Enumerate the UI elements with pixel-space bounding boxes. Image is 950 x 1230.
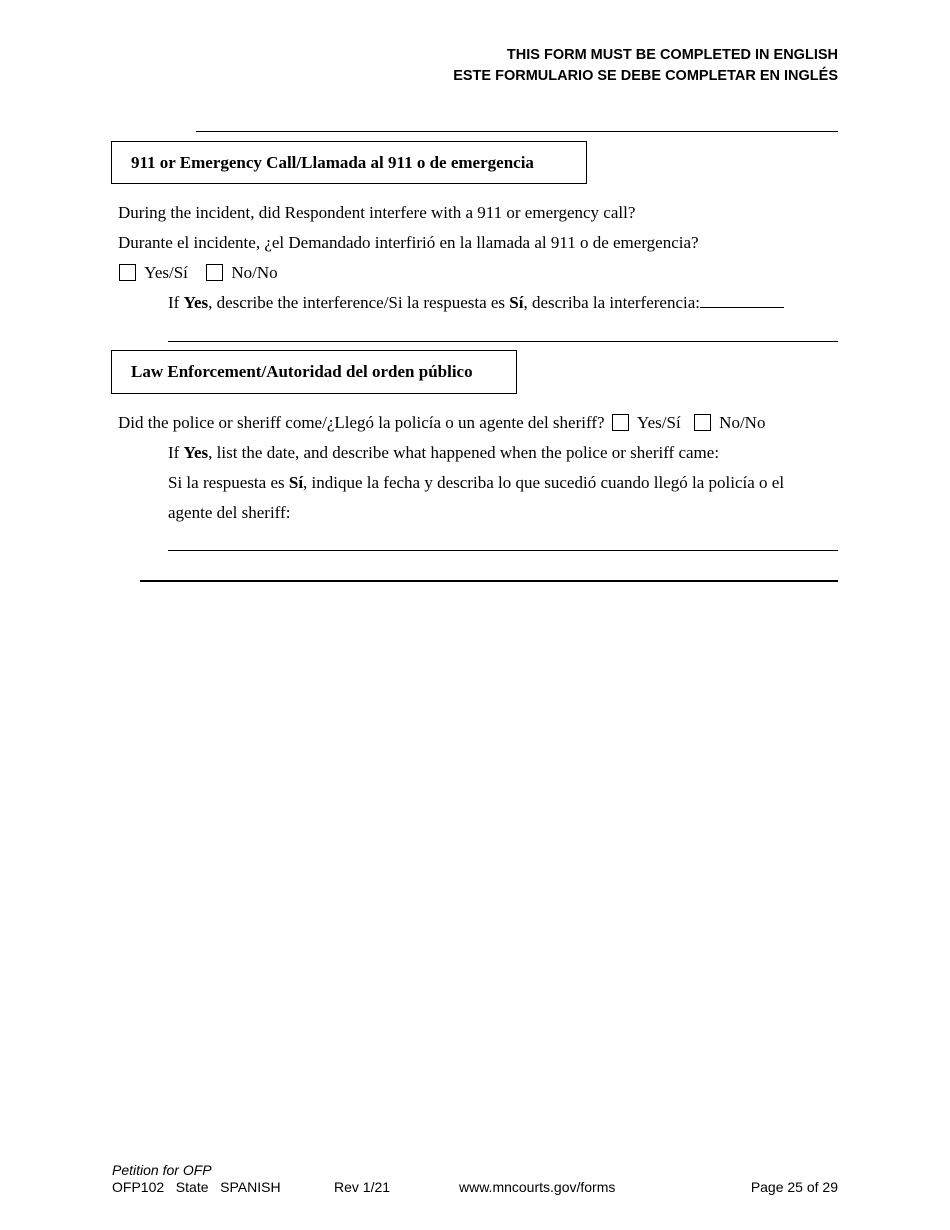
question-911-english: During the incident, did Respondent interfere with a 911 or emergency call? xyxy=(118,203,636,222)
followup-text: , describe the interference/Si la respuesta es xyxy=(208,293,510,312)
question-911-spanish: Durante el incidente, ¿el Demandado interfirió en la llamada al 911 o de emergencia? xyxy=(118,233,699,252)
followup-911 xyxy=(168,293,784,313)
yes-label-911: Yes/Sí xyxy=(144,263,188,282)
answer-911-options xyxy=(119,263,278,283)
followup-text: , describa la interferencia: xyxy=(523,293,700,312)
section-title-law-enforcement xyxy=(111,350,517,394)
form-header xyxy=(453,45,838,87)
followup-text: , list the date, and describe what happened when the police or sheriff came: xyxy=(208,443,720,462)
followup-text: If xyxy=(168,443,184,462)
footer-form-title: Petition for OFP xyxy=(112,1162,212,1178)
footer-page-number: Page 25 of 29 xyxy=(750,1179,838,1195)
followup-police-spanish-cont: agente del sheriff: xyxy=(168,503,291,522)
yes-checkbox-911[interactable] xyxy=(119,264,136,281)
followup-si-bold: Sí xyxy=(509,293,524,312)
header-english-notice: THIS FORM MUST BE COMPLETED IN ENGLISH xyxy=(506,47,838,63)
followup-text: If xyxy=(168,293,184,312)
yes-label-police: Yes/Sí xyxy=(637,413,681,432)
no-checkbox-police[interactable] xyxy=(694,414,711,431)
followup-yes-bold: Yes xyxy=(183,443,209,462)
section-911-heading: 911 or Emergency Call/Llamada al 911 o de emergencia xyxy=(131,152,534,172)
followup-police-spanish xyxy=(168,473,784,493)
no-checkbox-911[interactable] xyxy=(206,264,223,281)
section-title-911 xyxy=(111,141,587,184)
header-spanish-notice: ESTE FORMULARIO SE DEBE COMPLETAR EN INGLÉS xyxy=(453,68,838,84)
no-label-police: No/No xyxy=(719,413,766,432)
section-end-rule xyxy=(140,580,838,582)
answer-line-911[interactable] xyxy=(168,341,838,342)
followup-text: Si la respuesta es xyxy=(168,473,289,492)
followup-police-english xyxy=(168,443,719,463)
divider xyxy=(196,131,838,132)
section-law-heading: Law Enforcement/Autoridad del orden público xyxy=(131,362,473,381)
followup-text: , indique la fecha y describa lo que sucedió cuando llegó la policía o el xyxy=(303,473,785,492)
followup-si-bold: Sí xyxy=(288,473,304,492)
footer-revision: Rev 1/21 xyxy=(334,1179,391,1195)
question-police-text: Did the police or sheriff come/¿Llegó la policía o un agente del sheriff? xyxy=(118,413,605,432)
answer-line-police[interactable] xyxy=(168,550,838,551)
no-label-911: No/No xyxy=(231,263,278,282)
interference-answer-field[interactable] xyxy=(700,293,784,308)
yes-checkbox-police[interactable] xyxy=(612,414,629,431)
footer-website: www.mncourts.gov/forms xyxy=(459,1179,616,1195)
question-police xyxy=(118,413,765,433)
footer-form-code: OFP102 State SPANISH xyxy=(112,1179,281,1195)
followup-yes-bold: Yes xyxy=(183,293,209,312)
